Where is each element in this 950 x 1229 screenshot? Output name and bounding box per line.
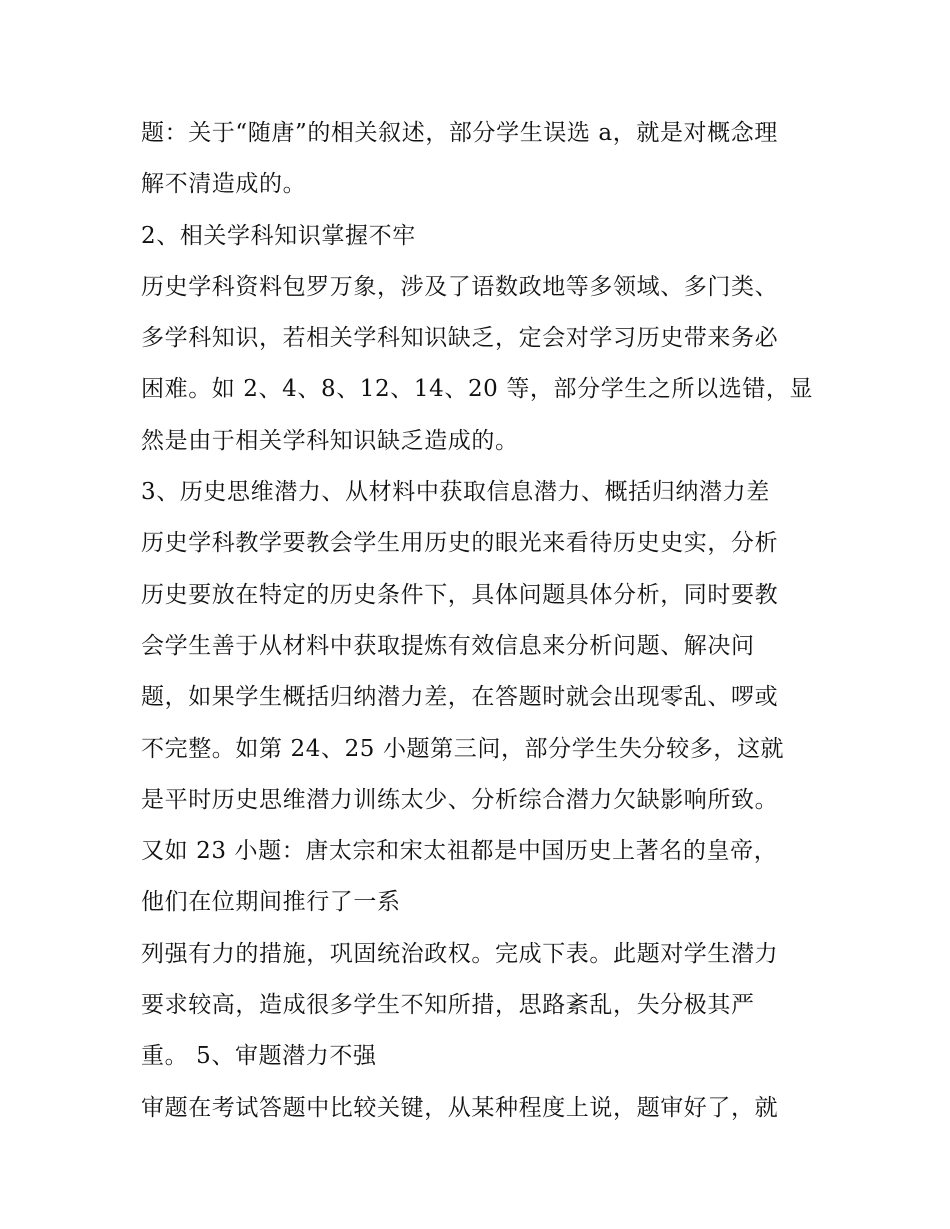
text-line: 会学生善于从材料中获取提炼有效信息来分析问题、解决问: [141, 632, 755, 659]
section-heading-5: 重。 5、审题潜力不强: [141, 1043, 377, 1070]
section-heading-2: 2、相关学科知识掌握不牢: [141, 222, 416, 249]
text-line: 解不清造成的。: [141, 171, 307, 198]
text-line: 列强有力的措施，巩固统治政权。完成下表。此题对学生潜力: [141, 940, 779, 967]
text-line: 然是由于相关学科知识缺乏造成的。: [141, 427, 519, 454]
text-line: 不完整。如第 24、25 小题第三问，部分学生失分较多，这就: [141, 735, 785, 762]
text-line: 审题在考试答题中比较关键，从某种程度上说，题审好了，就: [141, 1094, 779, 1121]
text-line: 多学科知识，若相关学科知识缺乏，定会对学习历史带来务必: [141, 325, 779, 352]
text-line: 又如 23 小题：唐太宗和宋太祖都是中国历史上著名的皇帝，: [141, 838, 778, 865]
text-line: 要求较高，造成很多学生不知所措，思路紊乱，失分极其严: [141, 992, 755, 1019]
text-line: 历史学科资料包罗万象，涉及了语数政地等多领域、多门类、: [141, 273, 779, 300]
section-heading-3: 3、历史思维潜力、从材料中获取信息潜力、概括归纳潜力差: [141, 479, 770, 506]
text-line: 是平时历史思维潜力训练太少、分析综合潜力欠缺影响所致。: [141, 786, 779, 813]
body-text: [141, 108, 831, 1134]
text-line: 题：关于“随唐”的相关叙述，部分学生误选 a，就是对概念理: [141, 120, 778, 146]
text-line: 历史学科教学要教会学生用历史的眼光来看待历史史实，分析: [141, 530, 779, 557]
text-line: 困难。如 2、4、8、12、14、20 等，部分学生之所以选错，显: [141, 376, 814, 403]
text-line: 他们在位期间推行了一系: [141, 889, 401, 916]
text-line: 历史要放在特定的历史条件下，具体问题具体分析，同时要教: [141, 581, 779, 608]
text-line: 题，如果学生概括归纳潜力差，在答题时就会出现零乱、啰或: [141, 684, 779, 711]
